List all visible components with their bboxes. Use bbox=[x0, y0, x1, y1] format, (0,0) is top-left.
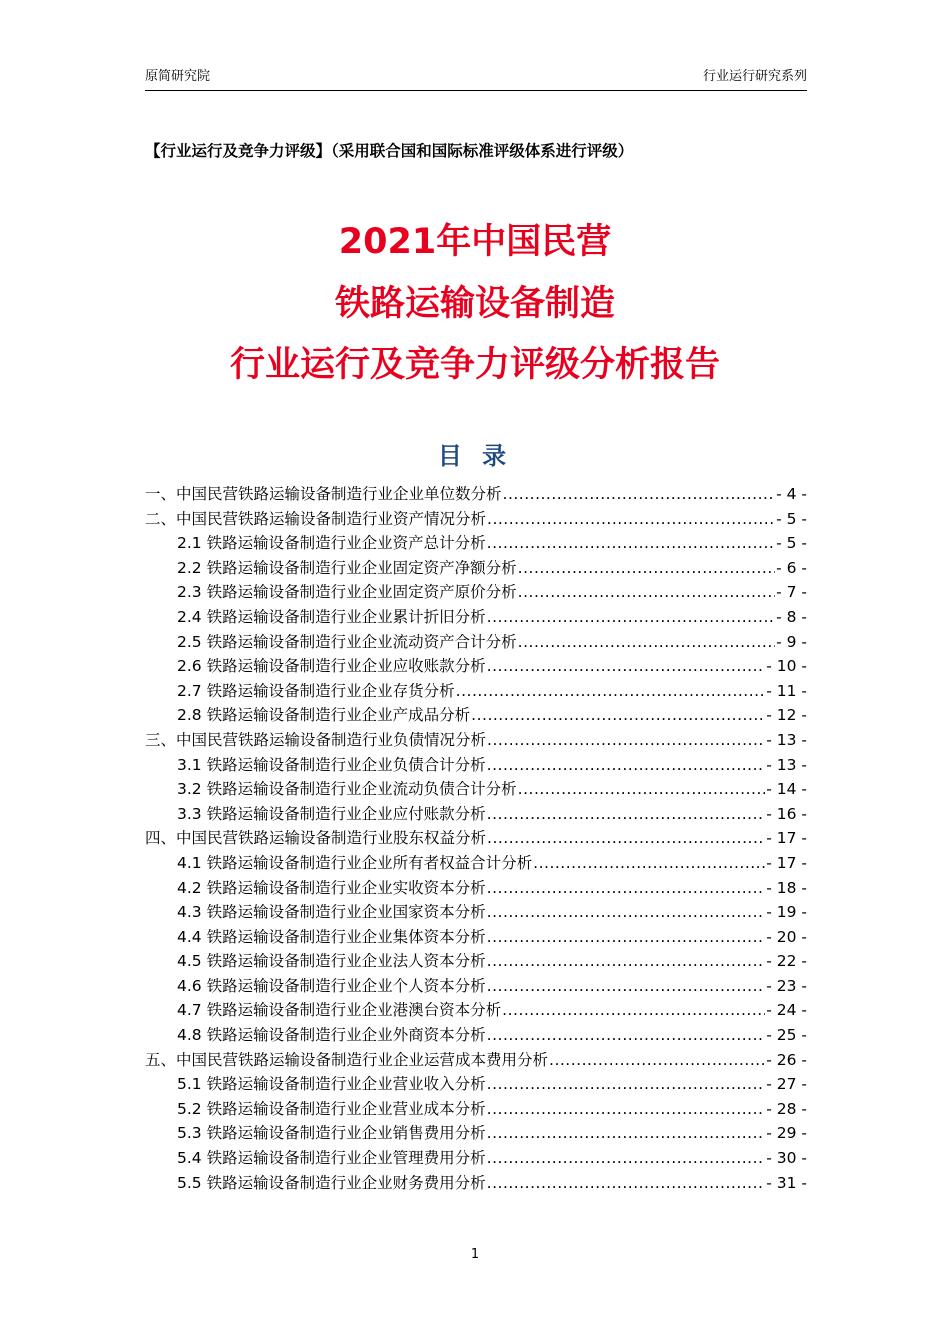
toc-entry[interactable] bbox=[145, 1048, 807, 1073]
toc-entry[interactable] bbox=[145, 556, 807, 581]
toc-entry-page: - 25 - bbox=[766, 1026, 807, 1045]
toc-leader-dots bbox=[487, 802, 766, 827]
toc-entry-page: - 5 - bbox=[776, 509, 807, 528]
toc-entry[interactable] bbox=[145, 1171, 807, 1196]
toc-leader-dots bbox=[487, 1146, 766, 1171]
toc-entry-number: 5.3 bbox=[177, 1124, 202, 1143]
toc-entry[interactable] bbox=[145, 949, 807, 974]
toc-entry-page: - 20 - bbox=[766, 927, 807, 946]
toc-entry-title: 铁路运输设备制造行业企业港澳台资本分析 bbox=[206, 1001, 502, 1020]
report-title-line-2: 铁路运输设备制造 bbox=[334, 284, 615, 324]
toc-entry-page: - 8 - bbox=[776, 607, 807, 626]
toc-entry-title: 铁路运输设备制造行业企业国家资本分析 bbox=[206, 903, 486, 922]
toc-entry-title: 铁路运输设备制造行业企业营业成本分析 bbox=[206, 1099, 486, 1118]
toc-entry[interactable] bbox=[145, 998, 807, 1023]
toc-entry-number: 2.2 bbox=[177, 558, 202, 577]
toc-entry-number: 2.8 bbox=[177, 706, 202, 725]
toc-entry-title: 一、中国民营铁路运输设备制造行业企业单位数分析 bbox=[145, 485, 502, 503]
toc-entry[interactable] bbox=[145, 482, 807, 507]
toc-entry-page: - 7 - bbox=[776, 583, 807, 602]
toc-entry[interactable] bbox=[145, 605, 807, 630]
toc-leader-dots bbox=[503, 482, 776, 507]
toc-entry-page: - 6 - bbox=[776, 558, 807, 577]
page-header bbox=[145, 68, 807, 91]
toc-entry-page: - 30 - bbox=[766, 1149, 807, 1168]
toc-entry-page: - 12 - bbox=[766, 706, 807, 725]
toc-entry-number: 5.2 bbox=[177, 1099, 202, 1118]
toc-leader-dots bbox=[487, 876, 766, 901]
toc-entry-title: 铁路运输设备制造行业企业流动负债合计分析 bbox=[206, 780, 517, 799]
toc-entry-page: - 16 - bbox=[766, 804, 807, 823]
toc-entry-number: 2.5 bbox=[177, 632, 202, 651]
toc-leader-dots bbox=[487, 1121, 766, 1146]
toc-leader-dots bbox=[487, 1097, 766, 1122]
toc-entry-page: - 27 - bbox=[766, 1075, 807, 1094]
page-number: 1 bbox=[470, 1247, 480, 1262]
toc-entry-page: - 23 - bbox=[766, 976, 807, 995]
toc-entry-title: 铁路运输设备制造行业企业外商资本分析 bbox=[206, 1026, 486, 1045]
toc-entry-title: 铁路运输设备制造行业企业所有者权益合计分析 bbox=[206, 853, 533, 872]
toc-entry-title: 铁路运输设备制造行业企业集体资本分析 bbox=[206, 927, 486, 946]
toc-entry-number: 2.1 bbox=[177, 534, 202, 553]
toc-leader-dots bbox=[487, 974, 766, 999]
toc-leader-dots bbox=[487, 1023, 766, 1048]
toc-entry[interactable] bbox=[145, 1146, 807, 1171]
toc-leader-dots bbox=[487, 925, 766, 950]
toc-entry-page: - 18 - bbox=[766, 878, 807, 897]
toc-entry-number: 5.1 bbox=[177, 1075, 202, 1094]
toc-entry-page: - 22 - bbox=[766, 952, 807, 971]
toc-entry-page: - 11 - bbox=[766, 681, 807, 700]
toc-entry-page: - 17 - bbox=[766, 829, 807, 848]
toc-leader-dots bbox=[456, 679, 766, 704]
toc-entry-page: - 29 - bbox=[766, 1124, 807, 1143]
toc-leader-dots bbox=[487, 654, 766, 679]
toc-leader-dots bbox=[487, 1072, 766, 1097]
toc-entry-title: 铁路运输设备制造行业企业流动资产合计分析 bbox=[206, 632, 517, 651]
toc-entry[interactable] bbox=[145, 679, 807, 704]
toc-entry[interactable] bbox=[145, 630, 807, 655]
toc-entry-number: 2.7 bbox=[177, 681, 202, 700]
toc-leader-dots bbox=[549, 1048, 765, 1073]
toc-heading: 目 录 bbox=[437, 442, 513, 470]
toc-entry[interactable] bbox=[145, 974, 807, 999]
toc-entry-page: - 24 - bbox=[766, 1001, 807, 1020]
report-title-line-3: 行业运行及竞争力评级分析报告 bbox=[229, 345, 720, 385]
toc-leader-dots bbox=[487, 531, 775, 556]
toc-entry[interactable] bbox=[145, 753, 807, 778]
toc-leader-dots bbox=[487, 949, 766, 974]
toc-entry-number: 4.6 bbox=[177, 976, 202, 995]
toc-entry[interactable] bbox=[145, 728, 807, 753]
toc-leader-dots bbox=[502, 998, 765, 1023]
report-title-line-1: 2021年中国民营 bbox=[338, 222, 612, 262]
toc-entry-title: 铁路运输设备制造行业企业应付账款分析 bbox=[206, 804, 486, 823]
toc-entry[interactable] bbox=[145, 900, 807, 925]
toc-entry-page: - 10 - bbox=[766, 657, 807, 676]
toc-leader-dots bbox=[518, 580, 775, 605]
toc-entry-page: - 26 - bbox=[766, 1050, 807, 1069]
toc-entry-title: 二、中国民营铁路运输设备制造行业资产情况分析 bbox=[145, 509, 487, 528]
toc-entry[interactable] bbox=[145, 1097, 807, 1122]
toc-leader-dots bbox=[518, 630, 775, 655]
toc-entry-title: 铁路运输设备制造行业企业负债合计分析 bbox=[206, 755, 486, 774]
toc-entry-number: 4.8 bbox=[177, 1026, 202, 1045]
toc-entry-number: 5.4 bbox=[177, 1149, 202, 1168]
toc-entry-title: 铁路运输设备制造行业企业财务费用分析 bbox=[206, 1173, 486, 1192]
toc-entry-title: 铁路运输设备制造行业企业应收账款分析 bbox=[206, 657, 486, 676]
toc-leader-dots bbox=[518, 777, 766, 802]
toc-entry-page: - 13 - bbox=[766, 755, 807, 774]
toc-entry[interactable] bbox=[145, 826, 807, 851]
toc-entry-title: 铁路运输设备制造行业企业个人资本分析 bbox=[206, 976, 486, 995]
toc-entry-title: 铁路运输设备制造行业企业管理费用分析 bbox=[206, 1149, 486, 1168]
toc-entry-page: - 31 - bbox=[766, 1173, 807, 1192]
toc-entry-title: 五、中国民营铁路运输设备制造行业企业运营成本费用分析 bbox=[145, 1050, 549, 1069]
toc-entry-number: 2.4 bbox=[177, 607, 202, 626]
toc-entry[interactable] bbox=[145, 1121, 807, 1146]
toc-entry-page: - 14 - bbox=[766, 780, 807, 799]
toc-entry[interactable] bbox=[145, 507, 807, 532]
toc-entry[interactable] bbox=[145, 1072, 807, 1097]
toc-entry-title: 铁路运输设备制造行业企业固定资产净额分析 bbox=[206, 558, 517, 577]
toc-entry-page: - 9 - bbox=[776, 632, 807, 651]
toc-entry-number: 4.2 bbox=[177, 878, 202, 897]
toc-leader-dots bbox=[487, 1171, 766, 1196]
toc-entry-title: 铁路运输设备制造行业企业销售费用分析 bbox=[206, 1124, 486, 1143]
toc-entry-title: 四、中国民营铁路运输设备制造行业股东权益分析 bbox=[145, 829, 487, 848]
toc-entry-title: 铁路运输设备制造行业企业固定资产原价分析 bbox=[206, 583, 517, 602]
toc-entry-page: - 5 - bbox=[776, 534, 807, 553]
toc-entry-page: - 4 - bbox=[776, 485, 807, 503]
toc-leader-dots bbox=[487, 507, 775, 532]
toc-entry[interactable] bbox=[145, 531, 807, 556]
toc-leader-dots bbox=[533, 851, 765, 876]
toc-leader-dots bbox=[487, 753, 766, 778]
header-series: 行业运行研究系列 bbox=[702, 69, 807, 84]
toc-entry[interactable] bbox=[145, 851, 807, 876]
table-of-contents bbox=[145, 482, 807, 1195]
toc-entry-number: 3.3 bbox=[177, 804, 202, 823]
toc-entry-number: 3.1 bbox=[177, 755, 202, 774]
toc-leader-dots bbox=[487, 605, 775, 630]
toc-entry[interactable] bbox=[145, 1023, 807, 1048]
toc-entry-title: 铁路运输设备制造行业企业法人资本分析 bbox=[206, 952, 486, 971]
toc-entry[interactable] bbox=[145, 580, 807, 605]
toc-entry-title: 铁路运输设备制造行业企业产成品分析 bbox=[206, 706, 471, 725]
toc-entry-number: 3.2 bbox=[177, 780, 202, 799]
toc-entry-number: 4.1 bbox=[177, 853, 202, 872]
toc-entry-title: 铁路运输设备制造行业企业资产总计分析 bbox=[206, 534, 486, 553]
toc-entry[interactable] bbox=[145, 777, 807, 802]
toc-entry-page: - 13 - bbox=[766, 730, 807, 749]
toc-entry-number: 2.6 bbox=[177, 657, 202, 676]
toc-leader-dots bbox=[487, 900, 766, 925]
toc-entry[interactable] bbox=[145, 654, 807, 679]
toc-entry-title: 铁路运输设备制造行业企业存货分析 bbox=[206, 681, 455, 700]
toc-leader-dots bbox=[487, 728, 765, 753]
toc-entry-page: - 19 - bbox=[766, 903, 807, 922]
toc-entry-number: 4.7 bbox=[177, 1001, 202, 1020]
toc-entry-title: 铁路运输设备制造行业企业累计折旧分析 bbox=[206, 607, 486, 626]
toc-entry-number: 4.5 bbox=[177, 952, 202, 971]
toc-entry[interactable] bbox=[145, 802, 807, 827]
toc-leader-dots bbox=[518, 556, 775, 581]
toc-entry-title: 铁路运输设备制造行业企业营业收入分析 bbox=[206, 1075, 486, 1094]
toc-entry[interactable] bbox=[145, 703, 807, 728]
toc-entry[interactable] bbox=[145, 925, 807, 950]
toc-entry-page: - 28 - bbox=[766, 1099, 807, 1118]
toc-leader-dots bbox=[471, 703, 765, 728]
toc-entry-title: 铁路运输设备制造行业企业实收资本分析 bbox=[206, 878, 486, 897]
toc-entry-number: 4.3 bbox=[177, 903, 202, 922]
header-publisher: 原简研究院 bbox=[145, 69, 211, 84]
toc-entry-number: 4.4 bbox=[177, 927, 202, 946]
toc-entry-number: 5.5 bbox=[177, 1173, 202, 1192]
toc-entry[interactable] bbox=[145, 876, 807, 901]
toc-entry-number: 2.3 bbox=[177, 583, 202, 602]
toc-entry-page: - 17 - bbox=[766, 853, 807, 872]
toc-entry-title: 三、中国民营铁路运输设备制造行业负债情况分析 bbox=[145, 730, 487, 749]
toc-leader-dots bbox=[487, 826, 765, 851]
rating-line: 【行业运行及竞争力评级】（采用联合国和国际标准评级体系进行评级） bbox=[145, 142, 634, 160]
